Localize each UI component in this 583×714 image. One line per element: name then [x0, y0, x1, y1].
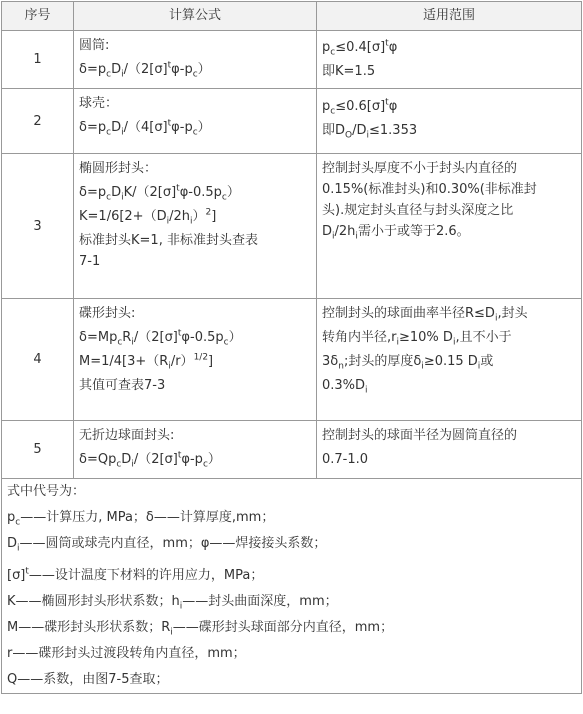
formula-title: 椭圆形封头：: [79, 161, 158, 176]
row-number: 3: [2, 154, 74, 299]
formula-line: $M=1/4[3+(R_i/r)^{1/2}]$: [79, 352, 214, 372]
formula-note: 其值可查表7-3: [79, 378, 166, 393]
range-line: $3\delta_n$;封头的厚度$\delta_i\ge 0.15$ $D_i$或: [322, 354, 494, 372]
header-no: 序号: [2, 2, 74, 31]
range-cell: [317, 89, 582, 154]
formula-title: 碟形封头:: [79, 306, 136, 321]
table-row: [2, 154, 582, 299]
formula-line: $\delta=p_cD_iK/(2[\sigma]^t\varphi-0.5p_c)$: [79, 183, 240, 203]
range-line: 即$D_O/D_i\le 1.353$: [322, 123, 418, 141]
formula-line: $\delta=p_cD_i/(2[\sigma]^t\varphi-p_c)$: [79, 60, 211, 80]
range-line: 控制封头厚度不小于封头内直径的: [322, 161, 518, 176]
range-line: 控制封头的球面半径为圆筒直径的: [322, 428, 518, 443]
range-line: 头).规定封头直径与封头深度之比: [322, 203, 514, 218]
formula-title: 球壳：: [79, 96, 119, 111]
range-line: $p_c\le 0.6[\sigma]^t\varphi$: [322, 97, 398, 117]
notes-heading: 式中代号为：: [7, 484, 86, 499]
range-line: 转角内半径$,r_i\ge 10\%$ $D_i$,且不小于: [322, 330, 512, 348]
range-line: $p_c\le 0.4[\sigma]^t\varphi$: [322, 38, 398, 58]
notes-line: $[\sigma]^t——$设计温度下材料的许用应力，MPa；: [7, 566, 264, 583]
formula-title: 圆筒:: [79, 38, 110, 53]
range-cell: [317, 154, 582, 299]
notes-row: [2, 479, 582, 694]
header-formula: 计算公式: [74, 2, 317, 31]
formula-cell: [74, 299, 317, 421]
header-range: 适用范围: [317, 2, 582, 31]
notes-line: M——碟形封头形状系数；$R_i——$碟形封头球面部分内直径，mm；: [7, 620, 394, 638]
notes-cell: [2, 479, 582, 694]
range-cell: [317, 299, 582, 421]
formula-line: $\delta=Mp_cR_i/(2[\sigma]^t\varphi-0.5p_c)$: [79, 328, 242, 348]
table-row: [2, 421, 582, 479]
range-cell: [317, 31, 582, 89]
range-cell: [317, 421, 582, 479]
notes-line: Q——系数，由图7-5查取；: [7, 672, 169, 687]
range-line: 0.15%(标准封头)和0.30%(非标准封: [322, 182, 537, 197]
formula-cell: [74, 421, 317, 479]
range-line: 0.7-1.0: [322, 452, 369, 467]
notes-line: $p_c——$计算压力, MPa；δ——计算厚度,mm；: [7, 510, 275, 528]
formula-table: [1, 1, 582, 694]
range-line: 控制封头的球面曲率半径$R\le D_i$,封头: [322, 306, 528, 324]
row-number: 1: [2, 31, 74, 89]
range-line: $0.3\%D_i$: [322, 378, 368, 396]
formula-cell: [74, 154, 317, 299]
formula-note: 7-1: [79, 254, 101, 269]
notes-line: K——椭圆形封头形状系数；$h_i——$封头曲面深度，mm；: [7, 594, 338, 612]
formula-cell: [74, 31, 317, 89]
range-line: $D_i/2h_i$需小于或等于2.6。: [322, 224, 470, 242]
row-number: 5: [2, 421, 74, 479]
table-row: [2, 299, 582, 421]
formula-title: 无折边球面封头:: [79, 428, 175, 443]
row-number: 4: [2, 299, 74, 421]
table-row: [2, 31, 582, 89]
header-row: [2, 2, 582, 31]
formula-line: $\delta=p_cD_i/(4[\sigma]^t\varphi-p_c)$: [79, 118, 211, 138]
notes-line: r——碟形封头过渡段转角内直径，mm；: [7, 646, 246, 661]
formula-line: $\delta=Qp_cD_i/(2[\sigma]^t\varphi-p_c)$: [79, 450, 221, 470]
table-row: [2, 89, 582, 154]
notes-line: $D_i——$圆筒或球壳内直径，mm；φ——焊接接头系数；: [7, 536, 327, 554]
formula-line: $K=1/6[2+(D_i/2h_i)^2]$: [79, 207, 217, 227]
formula-note: 标准封头K=1, 非标准封头查表: [79, 233, 258, 248]
range-line: 即K=1.5: [322, 64, 376, 79]
row-number: 2: [2, 89, 74, 154]
formula-cell: [74, 89, 317, 154]
